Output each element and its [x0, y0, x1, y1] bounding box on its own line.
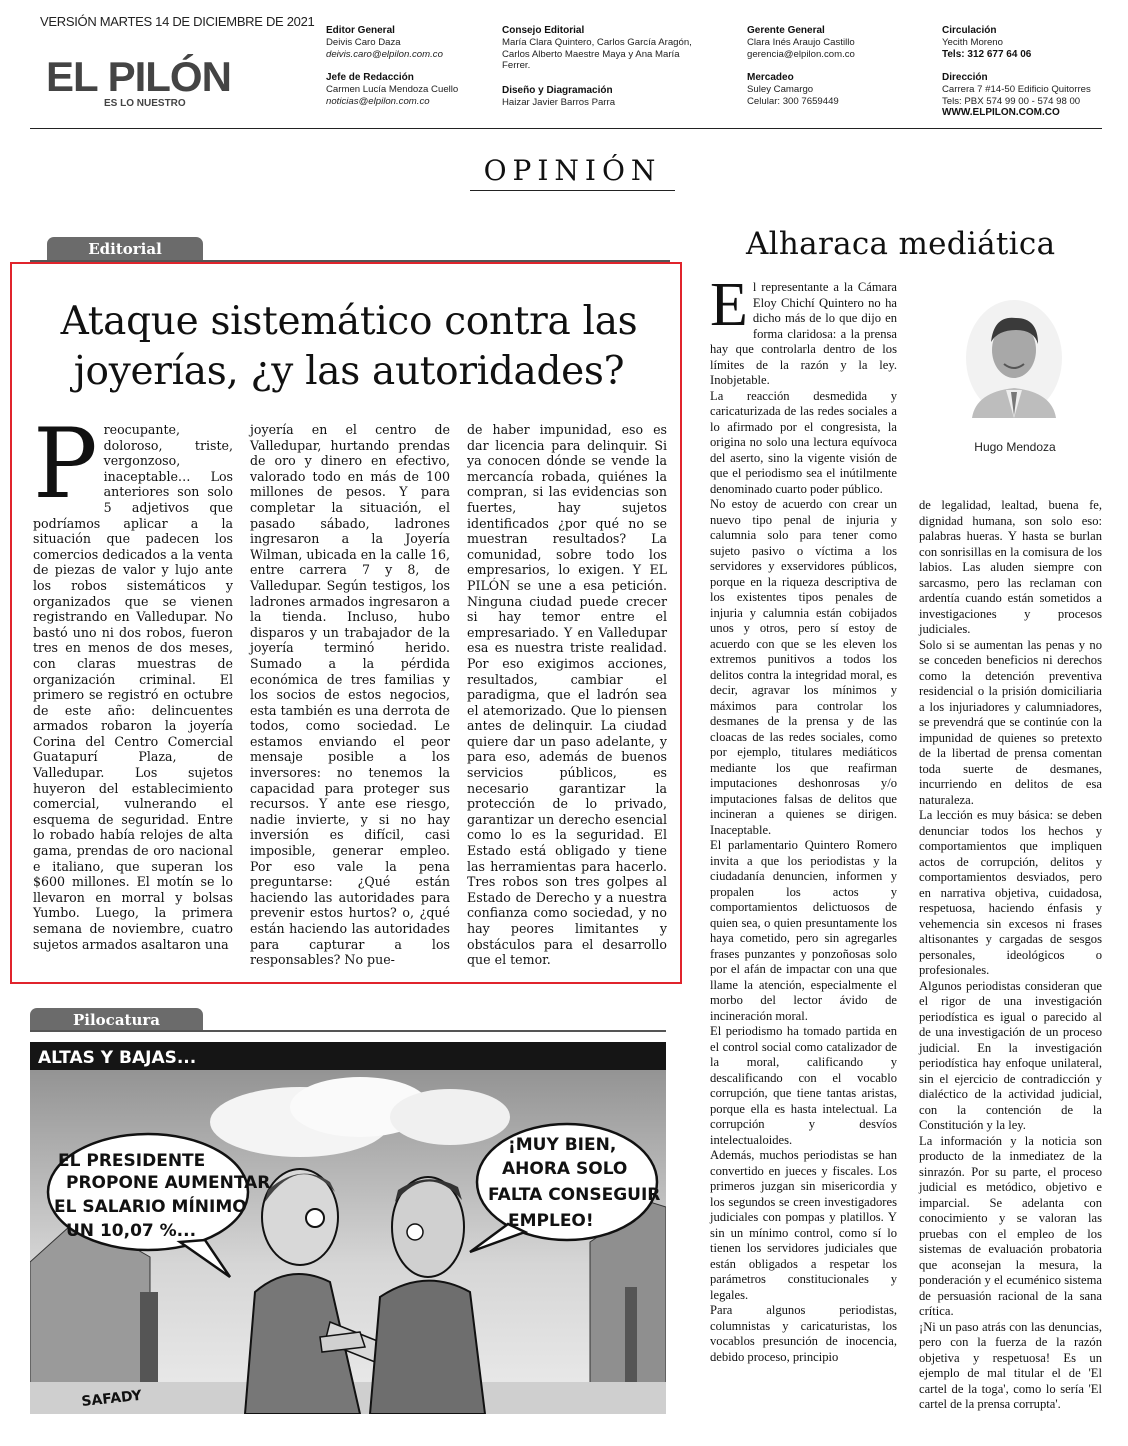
author-name: Hugo Mendoza [974, 440, 1056, 454]
svg-text:EMPLEO!: EMPLEO! [508, 1211, 594, 1231]
svg-text:EL PRESIDENTE: EL PRESIDENTE [58, 1151, 206, 1171]
cartoon-tab: Pilocatura [30, 1008, 203, 1032]
cartoon-signature: SAFADY [80, 1387, 143, 1410]
author-portrait-icon [964, 300, 1064, 418]
column-body-2: de legalidad, lealtad, buena fe, dignidad humana, son solo eso: palabras hueras. Y hasta se burlan con sonrisillas en la comisura de los labios. Las aluden siempre con sarcasmo, pero las reclaman con ardentía cuando están sometidos a investigaciones y procesos judiciales. Solo si se aumentan las penas y no se conceden beneficios ni derechos como la detención preventiva residencial o la prisión domiciliaria a los injuriadores y calumniadores, se prevendrá que se continúe con la impunidad de quienes so pretexto de la libertad de prensa comentan toda suerte de desmanes, incurriendo en delitos de esa naturaleza. La lección es muy básica: se deben denunciar todos los hechos y comportamientos que impliquen actos de corrupción, delitos y comportamientos desviados, pero en narrativa objetiva, cuidadosa, respetuosa, haciendo énfasis y vehemencia sin excesos ni frases altisonantes y cargadas de sesgos personales, ideológicos o profesionales. Algunos periodistas consideran que el rigor de una investigación periodística es igual o parecido al de una investigación de un proceso judicial. En la investigación periodística hay enfoque unilateral, sin el ejercicio de contradicción y dialéctico de la actividad judicial, con la contención de la Constitución y la ley. La información y la noticia son producto de la inmediatez de la sinrazón. Por su parte, el proceso judicial es metódico, objetivo e imparcial. Se adelanta con conocimiento y se valoran las pruebas con el empleo de los sistemas de evaluación probatoria que aconsejan la mesura, la ponderación y el ecuménico sistema de persuasión racional de la sana crítica. ¡Ni un paso atrás con las denuncias, pero con la fuerza de la razón objetiva y respetuosa! Es un ejemplo de mal titular el de 'El cartel de la toga', como lo sería 'El cartel de la prensa corrupta'. [919, 498, 1102, 1411]
credit-direccion: Dirección Carrera 7 #14-50 Edificio Quitorres Tels: PBX 574 99 00 - 574 98 00 WWW.ELPILON.COM.CO [942, 72, 1091, 119]
cartoon-strip-title: ALTAS Y BAJAS... [38, 1048, 197, 1068]
credit-diseno: Diseño y Diagramación Haizar Javier Barros Parra [502, 85, 616, 108]
svg-text:UN 10,07 %...: UN 10,07 %... [66, 1221, 197, 1241]
svg-text:FALTA CONSEGUIR: FALTA CONSEGUIR [488, 1185, 661, 1205]
masthead-rule [30, 128, 1102, 129]
svg-text:EL SALARIO MÍNIMO: EL SALARIO MÍNIMO [54, 1197, 247, 1217]
editorial-tab: Editorial [47, 237, 203, 261]
section-rule [470, 190, 675, 191]
credit-mercadeo: Mercadeo Suley Camargo Celular: 300 7659449 [747, 72, 839, 107]
credit-gerente-general: Gerente General Clara Inés Araujo Castillo gerencia@elpilon.com.co [747, 25, 855, 60]
editorial-column-2: joyería en el centro de Valledupar, hurtando prendas de oro y dinero en efectivo, valorado todo en más de 100 millones de pesos. Y para completar la situación, el pasado sábado, ladrones ingresaron a la Joyería Wilman, ubicada en la calle 16, entre carrera 7 y 8, de Valledupar. Según testigos, los ladrones armados ingresaron a la tienda. Incluso, hubo disparos y un trabajador de la joyería terminó herido. Sumado a la pérdida económica de tres familias y los socios de estos negocios, esta también es una derrota de todos, como sociedad. Le estamos enviando el peor mensaje posible a los inversores: no tenemos la capacidad para proteger sus recursos. Y ante ese riesgo, nadie invierte, y si no hay inversión es difícil, casi imposible, generar empleo. Por eso vale la pena preguntarse: ¿Qué están haciendo las autoridades para prevenir estos hurtos? o, ¿qué están haciendo las autoridades para capturar a los responsables? No pue- [250, 422, 450, 968]
newspaper-slogan: ES LO NUESTRO [104, 98, 186, 109]
edition-date: VERSIÓN MARTES 14 DE DICIEMBRE DE 2021 [40, 14, 315, 29]
column-body-1: El representante a la Cámara Eloy Chichí Quintero no ha dicho más de lo que dijo en forma claridosa: a la prensa hay que controlarla dentro de los límites de la razón y la ley. Inobjetable. La reacción desmedida y caricaturizada de las redes sociales a lo afirmado por el congresista, la origina no solo una lectura equívoca del aserto, sino la vigente visión de que el periodismo sea el inútilmente denominado cuarto poder público. No estoy de acuerdo con crear un nuevo tipo penal de injuria y calumnia solo para tener como sujeto pasivo o víctima a los servidores y exservidores públicos, porque en la riqueza descriptiva de los existentes tipos penales de injuria y calumnia están cobijados unos y otros, pero sí estoy de acuerdo con que se les eleven los extremos punitivos a todos los delitos contra la integridad moral, es decir, agravar los mínimos y máximos para controlar los desmanes de la prensa y de las cloacas de las redes sociales, como por ejemplo, titulares mediáticos mediante los que reafirman imputaciones deshonrosas y/o imputaciones falsas de delitos que incineran a quienes se dirigen. Inaceptable. El parlamentario Quintero Romero invita a que los periodistas y la ciudadanía denuncien, informen y propalen los actos y comportamientos delictuosos de quien sea, o quien presuntamente los haya cometido, pero sin agregarles frases punzantes y ponzoñosas solo por el afán de impactar con una que llame la atención, especialmente el morbo del lector ávido de incineración moral. El periodismo ha tomado partida en el control social como catalizador de la moral, calificando y descalificando con el vocablo corrupción, que tiene tantas aristas, porque ella es hasta intelectual. La corrupción y desvíos intelectualoides. Además, muchos periodistas se han convertido en jueces y fiscales. Los primeros juzgan sin misericordia y los segundos se creen investigadores judiciales con pompas y platillos. Y sin un mínimo control, como sí lo tienen los servidores judiciales que están obligados a respetar los parámetros constitucionales y legales. Para algunos periodistas, columnistas y caricaturistas, los vocablos presunción de inocencia, debido proceso, principio [710, 271, 897, 1364]
credit-consejo-editorial: Consejo Editorial María Clara Quintero, Carlos García Aragón, Carlos Alberto Maestre Maya y Ana María Ferrer. [502, 25, 692, 72]
column-dropcap: E [710, 271, 748, 339]
svg-text:AHORA SOLO: AHORA SOLO [502, 1159, 628, 1179]
editorial-dropcap: P [33, 408, 98, 520]
svg-text:¡MUY BIEN,: ¡MUY BIEN, [508, 1135, 617, 1155]
editorial-headline: Ataque sistemático contra las joyerías, ¿y las autoridades? [60, 299, 638, 394]
credit-circulacion: Circulación Yecith Moreno Tels: 312 677 64 06 [942, 25, 1032, 60]
credit-editor-general: Editor General Deivis Caro Daza deivis.caro@elpilon.com.co [326, 25, 443, 60]
newspaper-logo: EL PILÓN [46, 53, 231, 100]
column-headline: Alharaca mediática [746, 226, 1056, 262]
political-cartoon [30, 1042, 666, 1414]
section-title: OPINIÓN [483, 154, 662, 187]
editorial-column-3: de haber impunidad, eso es dar licencia para delinquir. Si ya conocen dónde se vende la mercancía robada, quiénes la compran, si las evidencias son fuertes, hay sujetos identificados ¿por qué no se muestran resultados? La comunidad, sobre todo los empresarios, lo exigen. Y EL PILÓN se une a esa petición. Ninguna ciudad puede crecer si hay temor entre el empresariado. Y en Valledupar esa es nuestra triste realidad. Por eso exigimos acciones, resultados, cambiar el paradigma, que el ladrón sea el atemorizado. Que lo piensen antes de delinquir. La ciudad quiere dar un paso adelante, y para eso, además de buenos servicios públicos, es necesario garantizar la protección de lo privado, garantizar un derecho esencial como lo es la seguridad. El Estado está obligado y tiene las herramientas para hacerlo. Tres robos son tres golpes al Estado de Derecho y a nuestra confianza como sociedad, y no hay peores limitantes y obstáculos para el desarrollo que el temor. [467, 422, 667, 968]
editorial-column-1: Preocupante, doloroso, triste, vergonzoso, inaceptable… Los anteriores son solo 5 adjetivos que podríamos aplicar a la situación que padecen los comercios dedicados a la venta de piezas de valor y lujo ante los robos sistemáticos y organizados que se vienen registrando en Valledupar. No bastó uno ni dos robos, fueron tres en menos de dos meses, con claras muestras de organización criminal. El primero se registró en octubre de este año: delincuentes armados robaron la joyería Corina del Centro Comercial Guatapurí Plaza, de Valledupar. Los sujetos huyeron del establecimiento comercial, vulnerando el esquema de seguridad. Entre lo robado había relojes de alta gama, prendas de oro nacional e italiano, que superan los $600 millones. El motín se lo llevaron en morral y bolsas Yumbo. Luego, la primera semana de noviembre, cuatro sujetos armados asaltaron una [33, 408, 233, 952]
cartoon-illustration [30, 1042, 666, 1414]
credit-jefe-redaccion: Jefe de Redacción Carmen Lucía Mendoza Cuello noticias@elpilon.com.co [326, 72, 459, 107]
svg-text:PROPONE AUMENTAR: PROPONE AUMENTAR [66, 1173, 271, 1193]
cartoon-tab-rule [30, 1030, 666, 1032]
author-photo [964, 300, 1064, 418]
